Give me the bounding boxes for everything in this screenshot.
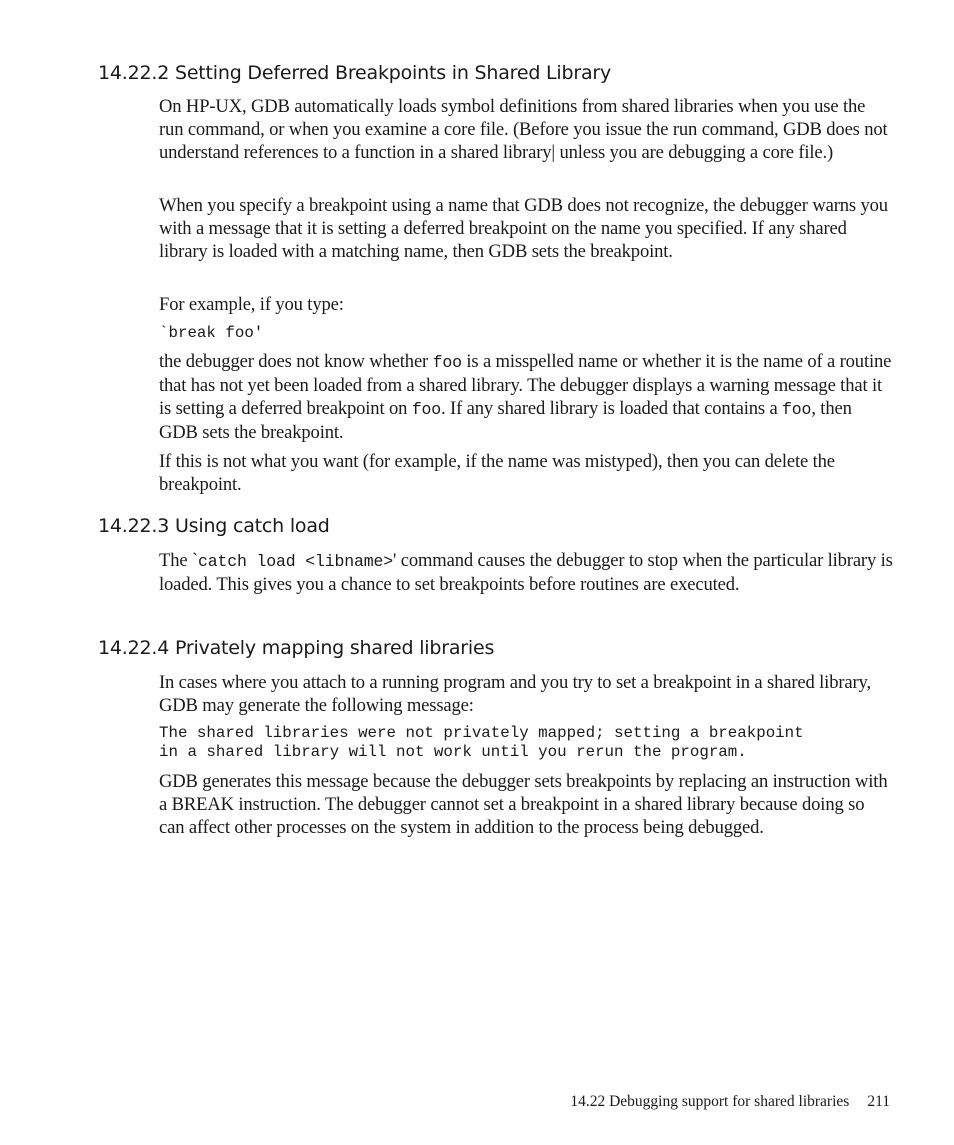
paragraph-break-instruction: GDB generates this message because the debugger sets breakpoints by replacing an instruction with a BREAK instruction. The debugger cannot set a breakpoint in a shared library because doing so can affect other processes on the system in addition to the process being debugged. xyxy=(159,771,888,838)
inline-code-foo: foo xyxy=(432,353,462,372)
code-privately-mapped-message: The shared libraries were not privately mapped; setting a breakpoint in a shared library will not work until you rerun the program. xyxy=(159,724,804,761)
paragraph-delete-breakpoint: If this is not what you want (for example, if the name was mistyped), then you can delete the breakpoint. xyxy=(159,451,835,495)
page-number: 211 xyxy=(867,1093,890,1110)
text-segment: The ` xyxy=(159,550,198,571)
inline-code-foo: foo xyxy=(411,400,442,419)
inline-code-foo: foo xyxy=(782,400,812,419)
paragraph-example-intro: For example, if you type: xyxy=(159,294,344,315)
text-segment: ' command causes the debugger to stop when the particular library is loaded. This gives you a chance to set breakpoints before routines are executed. xyxy=(159,550,893,595)
paragraph-attach-running-program: In cases where you attach to a running program and you try to set a breakpoint in a shared library, GDB may generate the following message: xyxy=(159,672,871,716)
paragraph-symbol-loading: On HP-UX, GDB automatically loads symbol definitions from shared libraries when you use the run command, or when you examine a core file. (Before you issue the run command, GDB does not understand references to a function in a shared library| unless you are debugging a core file.) xyxy=(159,96,888,163)
paragraph-catch-load xyxy=(159,549,894,596)
paragraph-misspelled-name xyxy=(159,350,894,444)
inline-code-catch-load: catch load <libname> xyxy=(198,552,394,571)
section-heading-deferred-breakpoints: 14.22.2 Setting Deferred Breakpoints in Shared Library xyxy=(98,62,612,84)
paragraph-deferred-warning: When you specify a breakpoint using a name that GDB does not recognize, the debugger warns you with a message that it is setting a deferred breakpoint on the name you specified. If any shared library is loaded with a matching name, then GDB sets the breakpoint. xyxy=(159,195,888,262)
page-footer xyxy=(570,1093,890,1111)
text-segment: . If any shared library is loaded that contains a xyxy=(441,398,783,419)
section-heading-catch-load: 14.22.3 Using catch load xyxy=(98,515,330,537)
text-segment: is a misspelled name or whether it is the name of a routine that has not yet been loaded from a shared library. The debugger displays a warning message that it is setting a deferred breakpoint on xyxy=(159,351,892,419)
section-heading-privately-mapping: 14.22.4 Privately mapping shared libraries xyxy=(98,637,495,659)
text-segment: the debugger does not know whether xyxy=(159,351,433,372)
text-segment: , then GDB sets the breakpoint. xyxy=(159,398,852,443)
code-break-foo: `break foo' xyxy=(159,324,264,342)
running-title: 14.22 Debugging support for shared libraries xyxy=(570,1093,850,1110)
